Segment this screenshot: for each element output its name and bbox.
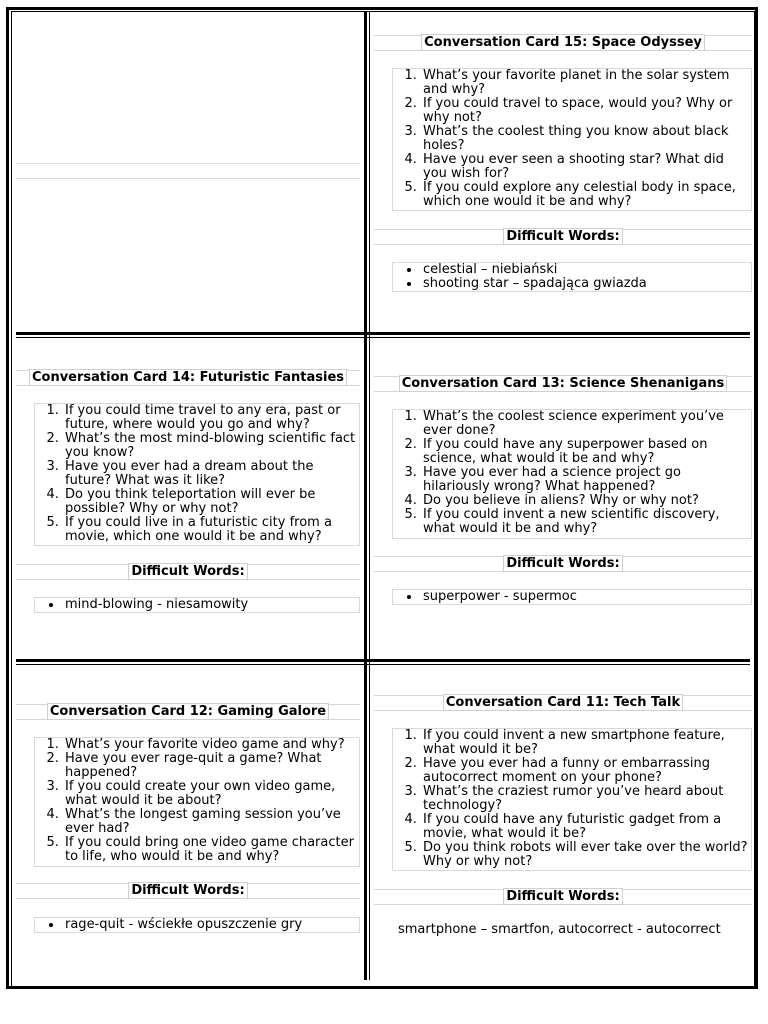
- conversation-card-13: [374, 341, 752, 657]
- question-list-box: [392, 68, 752, 211]
- difficult-words-heading-text: Difficult Words:: [503, 888, 622, 905]
- question-item: 5. If you could invent a new scientific discovery, what would it be and why?: [421, 508, 751, 536]
- question-item: 5. If you could explore any celestial body in space, which one would it be and why?: [421, 181, 751, 209]
- question-list: [393, 729, 751, 869]
- question-list: [393, 410, 751, 536]
- card-title-text: Conversation Card 13: Science Shenanigans: [399, 375, 728, 392]
- question-list: [393, 69, 751, 209]
- question-item: 3. If you could create your own video game, what would it be about?: [63, 780, 359, 808]
- question-item: 3. Have you ever had a dream about the future? What was it like?: [63, 460, 359, 488]
- question-item: 1. If you could time travel to any era, past or future, where would you go and why?: [63, 404, 359, 432]
- question-item: 2. If you could have any superpower based on science, what would it be and why?: [421, 438, 751, 466]
- difficult-words-box: [392, 589, 752, 605]
- question-list-box: [392, 728, 752, 871]
- difficult-words-box: [392, 262, 752, 292]
- difficult-words-line: smartphone – smartfon, autocorrect - autocorrect: [398, 922, 721, 937]
- card-title-text: Conversation Card 15: Space Odyssey: [421, 34, 705, 51]
- question-item: 5. If you could live in a futuristic city from a movie, which one would it be and why?: [63, 516, 359, 544]
- difficult-words-heading-text: Difficult Words:: [128, 563, 247, 580]
- column-divider: [364, 12, 367, 980]
- card-title-text: Conversation Card 14: Futuristic Fantasies: [29, 369, 347, 386]
- question-item: 3. What’s the coolest thing you know about black holes?: [421, 125, 751, 153]
- question-item: 1. If you could invent a new smartphone feature, what would it be?: [421, 729, 751, 757]
- difficult-words-list: [35, 598, 359, 612]
- difficult-word-item: • mind-blowing - niesamowity: [63, 598, 359, 612]
- difficult-words-heading-text: Difficult Words:: [128, 882, 247, 899]
- difficult-word-item: • shooting star – spadająca gwiazda: [421, 277, 751, 291]
- difficult-words-heading: [374, 889, 752, 905]
- question-item: 4. What’s the longest gaming session you’ve ever had?: [63, 808, 359, 836]
- question-item: 5. If you could bring one video game character to life, who would it be and why?: [63, 836, 359, 864]
- question-item: 1. What’s the coolest science experiment you’ve ever done?: [421, 410, 751, 438]
- card-title: [374, 35, 752, 51]
- question-item: 1. What’s your favorite planet in the solar system and why?: [421, 69, 751, 97]
- question-item: 4. Do you think teleportation will ever be possible? Why or why not?: [63, 488, 359, 516]
- difficult-word-item: • celestial – niebiański: [421, 263, 751, 277]
- difficult-words-list: [393, 263, 751, 291]
- column-divider-thin: [369, 12, 370, 980]
- row-divider-2: [16, 659, 750, 662]
- card-title: [374, 376, 752, 392]
- question-item: 2. Have you ever rage-quit a game? What happened?: [63, 752, 359, 780]
- row-divider-1: [16, 332, 750, 335]
- conversation-card-12: [16, 668, 360, 978]
- row-divider-1-thin: [16, 337, 750, 338]
- difficult-words-heading-text: Difficult Words:: [503, 228, 622, 245]
- question-list: [35, 738, 359, 864]
- difficult-words-box: [34, 597, 360, 613]
- empty-row-line: [16, 178, 360, 179]
- question-item: 4. If you could have any futuristic gadget from a movie, what would it be?: [421, 813, 751, 841]
- conversation-card-15: [374, 14, 752, 330]
- difficult-words-box: [34, 917, 360, 933]
- difficult-word-item: • superpower - supermoc: [421, 590, 751, 604]
- question-item: 4. Have you ever seen a shooting star? What did you wish for?: [421, 153, 751, 181]
- question-list-box: [392, 409, 752, 539]
- question-item: 3. Have you ever had a science project go hilariously wrong? What happened?: [421, 466, 751, 494]
- difficult-words-list: [393, 590, 751, 604]
- question-list-box: [34, 403, 360, 546]
- question-list: [35, 404, 359, 544]
- card-title-text: Conversation Card 11: Tech Talk: [443, 694, 683, 711]
- card-title: [16, 370, 360, 386]
- difficult-words-heading: [374, 556, 752, 572]
- card-title-text: Conversation Card 12: Gaming Galore: [47, 703, 329, 720]
- question-item: 1. What’s your favorite video game and why?: [63, 738, 359, 752]
- question-item: 2. If you could travel to space, would you? Why or why not?: [421, 97, 751, 125]
- question-item: 3. What’s the craziest rumor you’ve heard about technology?: [421, 785, 751, 813]
- card-title: [16, 704, 360, 720]
- difficult-words-heading: [16, 883, 360, 899]
- card-title: [374, 695, 752, 711]
- difficult-word-item: • rage-quit - wściekłe opuszczenie gry: [63, 918, 359, 932]
- question-item: 2. What’s the most mind-blowing scientific fact you know?: [63, 432, 359, 460]
- empty-row-line: [16, 163, 360, 164]
- conversation-card-11: [374, 668, 752, 978]
- difficult-words-heading: [16, 564, 360, 580]
- question-list-box: [34, 737, 360, 867]
- question-item: 5. Do you think robots will ever take over the world? Why or why not?: [421, 841, 751, 869]
- difficult-words-heading: [374, 229, 752, 245]
- difficult-words-heading-text: Difficult Words:: [503, 555, 622, 572]
- difficult-words-list: [35, 918, 359, 932]
- question-item: 4. Do you believe in aliens? Why or why not?: [421, 494, 751, 508]
- empty-card: [16, 14, 360, 330]
- row-divider-2-thin: [16, 664, 750, 665]
- conversation-card-14: [16, 341, 360, 657]
- question-item: 2. Have you ever had a funny or embarrassing autocorrect moment on your phone?: [421, 757, 751, 785]
